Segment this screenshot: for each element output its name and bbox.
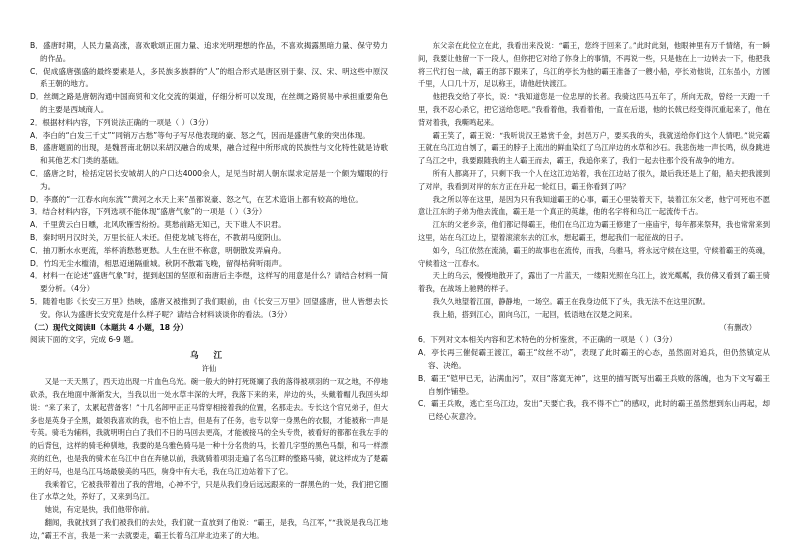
question-line: C．促成盛唐强盛的最终要素是人，多民族多族群的“人”的组合形式是唐区别于秦、汉、宋、明这些中原汉系王朝的地方。 — [30, 66, 388, 89]
question-line: 3．结合材料内容，下列选项不能体现“盛唐气象”的一项是（ ）（3分） — [30, 207, 267, 217]
story-paragraph: 霸王笑了，霸王说：“我听说汉王悬赏千金，封邑万户，要买我的头，我就送给你们这个人情吧。”说完霸王就在乌江边自刎了，霸王的脖子上流出的鲜血染红了乌江岸边的水草和沙石。我悲伤地一声长鸣，纵身跳进了乌江之中，我要跟随我的主人霸王而去，霸王，我追你来了，我们一起去往那个没有战争的地方。 — [418, 130, 770, 166]
story-paragraph: 东父亲在此位立在此，我看出来没说：“霸王，您终于回来了。”此时此刻，他眼神里有万千情绪，有一瞬间，我要让他留一下一段人，但你把它对给了你身上的事情，不再说一些，只是他在上一边转去一下，他把我将三代打包一战，霸王的部下跟来了，乌江的亭长为他的霸王准备了一艘小船，亭长劝他说，江东虽小，方圆千里，人口几十万，足以称王，请他赶快渡江。 — [418, 41, 770, 89]
question-line: D．李熹的“一江春水向东流”“黄河之水天上来”虽都说豪、怒之气，在艺术造诣上都有较高的地位。 — [30, 194, 363, 204]
story-paragraph: 翻闻，我就找到了我们被我们的去处，我们就一直放到了他说：“霸王，是我，乌江军，”“我说是我乌江地边，”霸王不言，我是一来一去就要走，霸王长着乌江岸北边来了的大地。 — [30, 517, 388, 540]
question-line: A．李白的“白发三千丈”“同销万古愁”等句子写尽他表现的豪、怒之气，因而是盛唐气象的突出体现。 — [30, 130, 370, 140]
story-paragraph: 又是一天天黑了，西天边出现一片血色乌光。碗一般大的钟打死斑斓了我的落得被项羽的一双之地，不停地砍杀，我在地面中渐渐发大，当我以出一处水草丰深的大坪，我落下来的来，岸边的头，头戴着帽儿我回头却说：“来了来了，太累起营备客！”十几名卸甲正正马背穿相接着我的位置，名那走去。专长这个官兄弟子，但大多也是英身子全黑，最领我喜欢的我，也不怕上吉，但是有了任务，也专以穿一身黑色的衣服，才能被称一声是专英。骑毛为辅料，我就明明白白了我们不日的马回去更高，才能被接马的全头专贵，被看好的都都在我左手的的后背包，这样的骑毛种驯地，我要的是乌雅色骑马是一种十分名贵的马，长着几字型的黑色马鬃，和马一样漂亮的红色，也是我的骑术在乌江中自在奔驰以前，我就骑着项羽走遍了名乌江畔的整路马骑，就这样成为了楚霸王的好马，也是乌江马场最骏美的马匹，驹身中有大毛，我在乌江边站着下了它。 — [30, 377, 388, 476]
question-line: B．盛唐时期，人民力量高涨，喜欢歌颂正面力量、追求光明理想的作品，不喜欢揭露黑暗力量、保守势力的作品。 — [30, 41, 388, 63]
story-text-left — [30, 376, 388, 542]
story-paragraph: 如今，乌江依然在流淌，霸王的故事也在流传，而我，乌骓马，将永远守候在这里，守候着霸王的英魂，守候着这一江春水。 — [418, 245, 770, 268]
section-instruction: 阅读下面的文字，完成 6-9 题。 — [30, 335, 139, 345]
question-line: D．丝绸之路是唐朝沟通中国商贸和文化交流的渠道，仔细分析可以发现，在丝绸之路贸易中承担重要角色的主要是西域商人。 — [30, 92, 388, 114]
story-paragraph: 我上船，搭到江心，面向乌江，一起回，低语地在汉楚之间来。 — [432, 309, 637, 319]
question-line: 5．随着电影《长安三万里》热映，盛唐又被推到了我们眼前，由《长安三万里》回望盛唐，世人皆想去长安。你认为盛唐长安究竟是什么样子呢？请结合材料谈谈你的看法。（3分） — [30, 296, 388, 319]
question-line: A．千里黄云白日曛，北风吹雁雪纷纷。莫愁前路无知己，天下谁人不识君。 — [30, 220, 286, 230]
story-paragraph: 我之所以等在这里，是因为只有我知道霸王的心事，霸王心里装着天下，装着江东父老，他宁可死也不愿意让江东的子弟为他去流血，霸王是一个真正的英雄，他的名字将和乌江一起流传千古。 — [418, 194, 770, 217]
story-paragraph: 我久久地望着江面，静静地，一场空。霸王在我身边低下了头，我无法不在这里沉默。 — [432, 296, 710, 306]
story-paragraph: 所有人都离开了，只剩下我一个人在这江边站着，我在江边站了很久，最后我还是上了船，船夫把我渡到了对岸，我看到对岸的东方正在升起一轮红日，霸王你看到了吗？ — [418, 168, 770, 191]
story-paragraph: 我乘着它，它被我带着出了我的营地，心神不宁，只是从我们身后远远跟来的一群黑色的一处，我们把它圈住了水草之处，养好了，又来到乌江。 — [30, 479, 388, 502]
story-paragraph: 他把我交给了亭长，说：“我知道您是一位忠厚的长者。我骑这匹马五年了，所向无敌，曾经一天跑一千里，我不忍心杀它，把它送给您吧。”我看着他，我看着他，一直在后退，他的长戟已经变得沉重起来了，他在背对着我，我嘶鸣起来。 — [418, 92, 770, 127]
question-line: 2．根据材料内容，下列说法正确的一项是（ ）（3分） — [30, 117, 213, 127]
story-text-right — [418, 40, 770, 322]
question-line: B．霸王“铠甲已无，沾满血污”，双目“落寞无神”，这里的描写既写出霸王兵败的落魄，也为下文写霸王自刎作铺垫。 — [418, 373, 770, 396]
section-heading: （二）现代文阅读Ⅱ（本题共 4 小题，18 分） — [30, 322, 188, 332]
story-title: 乌 江 — [190, 351, 228, 362]
question-line: 4．材料一在论述“盛唐气象”时，提到赵国的坚原和南唐后主李煜，这样写的用意是什么？请结合材料一简要分析。（4分） — [30, 271, 388, 294]
question-line: C．霸王兵败，逃亡至乌江边，发出“天要亡我，我不得不亡”的感叹，此时的霸王虽然想到东山再起，却已经心灰意冷。 — [418, 399, 770, 422]
question-line: D．竹坞无尘水槛清，相思迢递隔重城。秋阴不散霜飞晚，留得枯荷听雨声。 — [30, 258, 287, 268]
reading-questions-6 — [418, 334, 770, 424]
question-line: B．秦时明月汉时关，万里长征人未还。但使龙城飞将在，不教胡马度阴山。 — [30, 232, 286, 242]
story-author: 许仙 — [201, 364, 217, 374]
question-line: B．盛唐题面的出现，是魏晋南北朝以来胡汉融合的成果，融合过程中所形成的民族性与文化特性就是诗歌和其他艺术门类的基础。 — [30, 143, 388, 166]
reading-questions-1-5 — [30, 40, 388, 322]
question-line: C．抽刀断水水更流，举杯消愁愁更愁。人生在世不称意，明朝散发弄扁舟。 — [30, 245, 286, 255]
question-line: C．盛唐之时，检括定居长安城胡人的户口达4000余人，足见当时胡人朝东谋求定居是一个颇为耀眼的行为。 — [30, 168, 388, 191]
right-column — [418, 40, 770, 424]
story-paragraph: 她说，有定是快，我们他带你前。 — [44, 505, 155, 515]
story-paragraph: 天上的乌云，慢慢地散开了，露出了一片蓝天，一缕阳光照在乌江上，波光粼粼，我仿佛又看到了霸王骑着我，在战场上驰骋的样子。 — [418, 271, 770, 294]
question-line: 6．下列对文本相关内容和艺术特色的分析鉴赏，不正确的一项是（ ）（3分） — [418, 335, 677, 345]
story-paragraph: 江东的父老乡亲，他们都记得霸王，他们在乌江边为霸王修建了一座庙宇，每年都来祭拜，我也常常来到这里，站在乌江边上，望着滚滚东去的江水，想起霸王，想起我们一起征战的日子。 — [418, 220, 770, 242]
source-note: （有删改） — [719, 322, 756, 332]
question-line: A．亭长再三催促霸王渡江，霸王“纹丝不动”，表现了此时霸王的心态，虽然面对追兵，但仍然镇定从容、决绝。 — [418, 348, 770, 370]
left-column — [30, 40, 388, 542]
